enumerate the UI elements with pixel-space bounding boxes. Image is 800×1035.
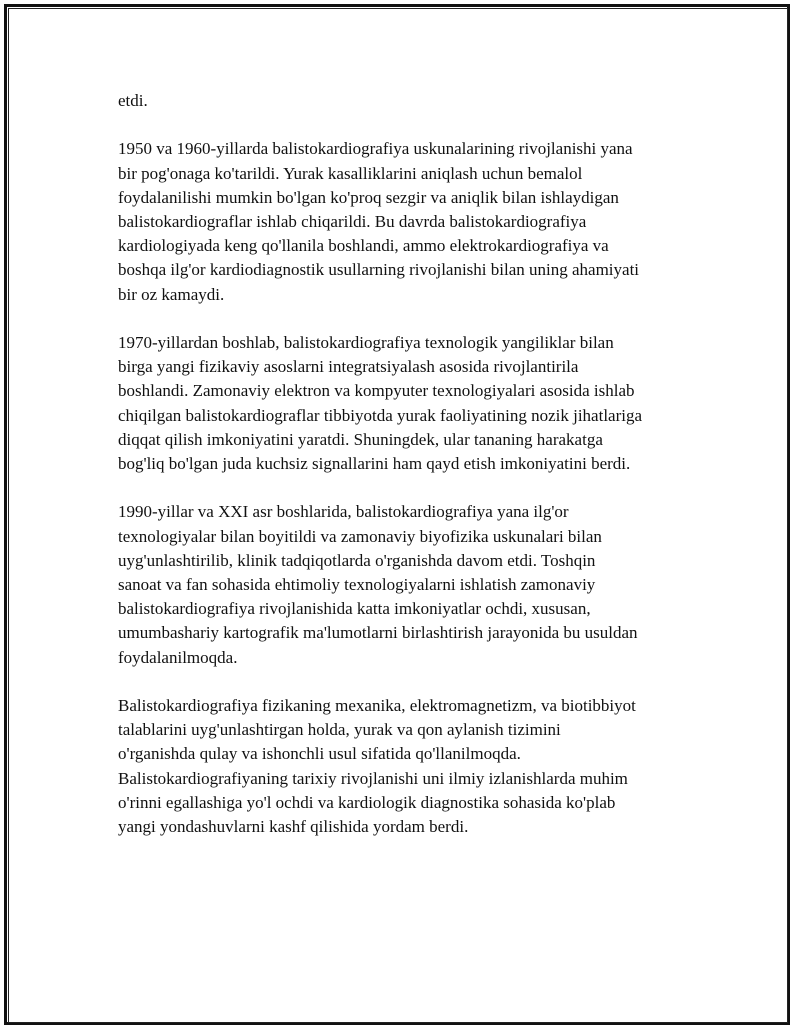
text-line: chiqilgan balistokardiograflar tibbiyotda yurak faoliyatining nozik jihatlariga bbox=[118, 405, 643, 425]
text-line: foydalanilmoqda. bbox=[118, 647, 238, 667]
text-line: talablarini uyg'unlashtirgan holda, yurak va qon aylanish tizimini bbox=[118, 720, 561, 740]
text-line: diqqat qilish imkoniyatini yaratdi. Shuningdek, ular tananing harakatga bbox=[118, 429, 603, 449]
paragraph-2 bbox=[118, 137, 698, 306]
paragraph-3 bbox=[118, 331, 698, 476]
text-line: 1950 va 1960-yillarda balistokardiografiya uskunalarining rivojlanishi yana bbox=[118, 139, 633, 159]
text-line: birga yangi fizikaviy asoslarni integratsiyalash asosida rivojlantirila bbox=[118, 357, 579, 377]
document-body bbox=[118, 89, 698, 863]
text-line: o'rganishda qulay va ishonchli usul sifatida qo'llanilmoqda. bbox=[118, 744, 521, 764]
text-line: boshqa ilg'or kardiodiagnostik usullarning rivojlanishi bilan uning ahamiyati bbox=[118, 260, 640, 280]
text-line: texnologiyalar bilan boyitildi va zamonaviy biyofizika uskunalari bilan bbox=[118, 526, 602, 546]
text-line: uyg'unlashtirilib, klinik tadqiqotlarda o'rganishda davom etdi. Toshqin bbox=[118, 550, 596, 570]
text-line: umumbashariy kartografik ma'lumotlarni birlashtirish jarayonida bu usuldan bbox=[118, 623, 638, 643]
paragraph-5 bbox=[118, 694, 698, 839]
text-line: bog'liq bo'lgan juda kuchsiz signallarini ham qayd etish imkoniyatini berdi. bbox=[118, 454, 631, 474]
text-line: kardiologiyada keng qo'llanila boshlandi, ammo elektrokardiografiya va bbox=[118, 236, 609, 256]
paragraph-4 bbox=[118, 500, 698, 669]
paragraph-1 bbox=[118, 89, 698, 113]
text-line: yangi yondashuvlarni kashf qilishida yordam berdi. bbox=[118, 817, 469, 837]
text-line: bir oz kamaydi. bbox=[118, 284, 225, 304]
text-line: boshlandi. Zamonaviy elektron va kompyuter texnologiyalari asosida ishlab bbox=[118, 381, 635, 401]
text-line: bir pog'onaga ko'tarildi. Yurak kasalliklarini aniqlash uchun bemalol bbox=[118, 163, 583, 183]
text-line: 1970-yillardan boshlab, balistokardiografiya texnologik yangiliklar bilan bbox=[118, 333, 614, 352]
text-line: 1990-yillar va XXI asr boshlarida, balistokardiografiya yana ilg'or bbox=[118, 502, 569, 522]
text-line: etdi. bbox=[118, 91, 148, 110]
text-line: Balistokardiografiya fizikaning mexanika, elektromagnetizm, va biotibbiyot bbox=[118, 696, 636, 716]
text-line: Balistokardiografiyaning tarixiy rivojlanishi uni ilmiy izlanishlarda muhim bbox=[118, 768, 628, 788]
text-line: foydalanilishi mumkin bo'lgan ko'proq sezgir va aniqlik bilan ishlaydigan bbox=[118, 187, 619, 207]
text-line: balistokardiograflar ishlab chiqarildi. Bu davrda balistokardiografiya bbox=[118, 212, 587, 231]
text-line: balistokardiografiya rivojlanishida katta imkoniyatlar ochdi, xususan, bbox=[118, 599, 591, 619]
text-line: o'rinni egallashiga yo'l ochdi va kardiologik diagnostika sohasida ko'plab bbox=[118, 792, 616, 812]
text-line: sanoat va fan sohasida ehtimoliy texnologiyalarni ishlatish zamonaviy bbox=[118, 575, 596, 595]
